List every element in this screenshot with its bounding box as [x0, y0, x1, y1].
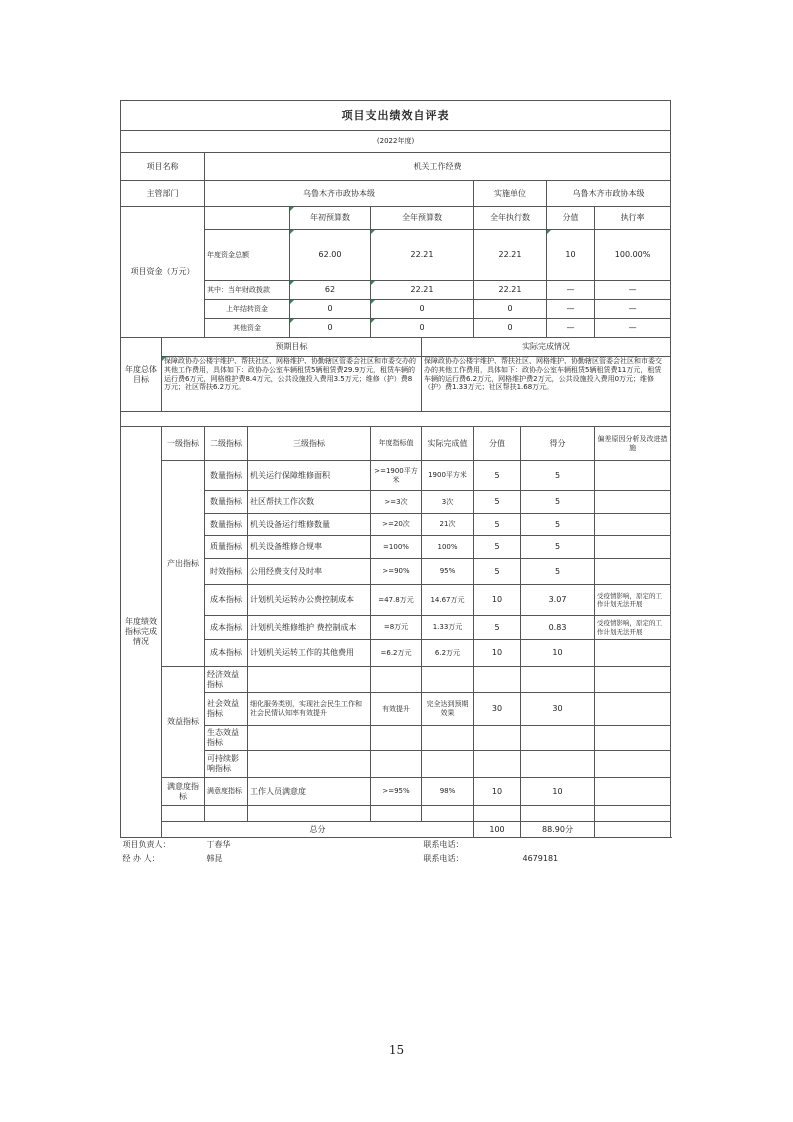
funds-header-executed: 全年执行数	[474, 207, 547, 230]
header-weight: 分值	[474, 427, 521, 461]
indicator-weight: 10	[474, 778, 521, 806]
funds-label: 项目资金（万元）	[121, 207, 205, 338]
indicator-level2: 成本指标	[205, 640, 248, 667]
benefit-indicator-label: 效益指标	[162, 667, 205, 778]
indicator-actual: 14.67万元	[422, 585, 474, 616]
indicator-reason: 受疫情影响，原定的工作计划无法开展	[595, 616, 671, 640]
expected-goal-text: 保障政协办公楼宇维护、帮扶社区、网格维护、协勤辖区管委会社区和市委交办的其他工作费用，具体如下：政协办公室车辆租赁5辆租赁费29.9万元，租赁车辆的运行费6万元，网格维护费8.4万元，公共设施投入费用3.5万元；维修（护）费8万元；社区帮扶6.2万元。	[162, 357, 422, 412]
indicator-level2: 生态效益指标	[205, 726, 248, 751]
funds-rate: —	[595, 319, 671, 338]
header-level3: 三级指标	[248, 427, 371, 461]
impl-label: 实施单位	[474, 181, 547, 207]
dept-value: 乌鲁木齐市政协本级	[205, 181, 474, 207]
indicator-level2: 满意度指标	[205, 778, 248, 806]
project-name-label: 项目名称	[121, 153, 205, 181]
funds-row-name: 年度资金总额	[205, 230, 290, 281]
indicator-reason	[595, 667, 671, 693]
indicator-level3	[248, 667, 371, 693]
funds-row-name: 其中：当年财政拨款	[205, 281, 290, 300]
indicator-weight: 5	[474, 491, 521, 514]
header-score: 得分	[521, 427, 595, 461]
indicator-target: >=3次	[371, 491, 422, 514]
indicator-level3	[248, 751, 371, 778]
handler-label: 经 办 人：	[122, 853, 160, 863]
funds-row-name: 上年结转资金	[205, 300, 290, 319]
indicator-reason	[595, 514, 671, 536]
indicator-score	[521, 667, 595, 693]
funds-rate: 100.00%	[595, 230, 671, 281]
actual-completion-header: 实际完成情况	[422, 338, 671, 357]
impl-value: 乌鲁木齐市政协本级	[547, 181, 671, 207]
indicator-score: 5	[521, 491, 595, 514]
total-label: 总分	[162, 822, 474, 838]
indicator-target: >=95%	[371, 778, 422, 806]
indicator-level3: 社区帮扶工作次数	[248, 491, 371, 514]
indicator-actual: 95%	[422, 559, 474, 585]
funds-weight: —	[547, 281, 595, 300]
indicator-level2: 可持续影响指标	[205, 751, 248, 778]
indicator-score: 3.07	[521, 585, 595, 616]
indicator-weight: 30	[474, 693, 521, 726]
funds-header-weight: 分值	[547, 207, 595, 230]
funds-annual: 22.21	[371, 230, 474, 281]
indicator-score: 5	[521, 461, 595, 491]
indicator-reason	[595, 693, 671, 726]
total-blank	[595, 822, 671, 838]
indicator-reason	[595, 640, 671, 667]
indicator-target	[371, 667, 422, 693]
indicator-target: =100%	[371, 536, 422, 559]
indicator-score: 10	[521, 778, 595, 806]
indicator-level3: 计划机关运转办公费控制成本	[248, 585, 371, 616]
indicator-actual: 完全达到预期效果	[422, 693, 474, 726]
expected-goal-header: 预期目标	[162, 338, 422, 357]
indicator-reason	[595, 491, 671, 514]
indicator-weight: 5	[474, 616, 521, 640]
indicator-actual: 98%	[422, 778, 474, 806]
indicator-reason	[595, 536, 671, 559]
funds-rate: —	[595, 281, 671, 300]
indicator-reason	[595, 461, 671, 491]
indicator-reason	[595, 726, 671, 751]
table-row	[121, 461, 671, 491]
total-score: 88.90分	[521, 822, 595, 838]
indicator-target: >=1900平方米	[371, 461, 422, 491]
funds-initial: 62	[290, 281, 371, 300]
table-row	[121, 667, 671, 693]
self-evaluation-sheet	[120, 100, 670, 866]
goals-label: 年度总体目标	[121, 338, 162, 412]
funds-annual: 22.21	[371, 281, 474, 300]
dept-label: 主管部门	[121, 181, 205, 207]
indicator-target: >=90%	[371, 559, 422, 585]
leader-phone	[521, 838, 671, 852]
leader-label: 项目负责人：	[122, 839, 171, 849]
header-actual: 实际完成值	[422, 427, 474, 461]
funds-executed: 22.21	[474, 281, 547, 300]
funds-annual: 0	[371, 319, 474, 338]
funds-header-initial: 年初预算数	[290, 207, 371, 230]
project-name: 机关工作经费	[205, 153, 671, 181]
indicator-target: 有效提升	[371, 693, 422, 726]
evaluation-table	[120, 100, 671, 866]
funds-executed: 22.21	[474, 230, 547, 281]
indicator-actual: 3次	[422, 491, 474, 514]
indicator-level3: 公用经费支付及时率	[248, 559, 371, 585]
indicator-level2: 社会效益指标	[205, 693, 248, 726]
funds-executed: 0	[474, 319, 547, 338]
header-level2: 二级指标	[205, 427, 248, 461]
footer-leader-row	[121, 838, 671, 852]
indicator-score: 5	[521, 559, 595, 585]
indicator-level2: 数量指标	[205, 461, 248, 491]
actual-completion-text: 保障政协办公楼宇维护、帮扶社区、网格维护、协勤辖区管委会社区和市委交办的其他工作费用，具体如下：政协办公室车辆租赁5辆租赁费11万元，租赁车辆的运行费6.2万元，网格维护费2万元，公共设施投入费用0万元；维修（护）费1.33万元；社区帮扶1.68万元。	[422, 357, 671, 412]
page-number: 15	[388, 1043, 405, 1057]
header-target: 年度指标值	[371, 427, 422, 461]
indicator-actual: 1900平方米	[422, 461, 474, 491]
indicator-level3: 机关设备维修合规率	[248, 536, 371, 559]
indicator-score: 0.83	[521, 616, 595, 640]
indicator-score: 5	[521, 514, 595, 536]
indicator-weight: 10	[474, 585, 521, 616]
funds-header-annual: 全年预算数	[371, 207, 474, 230]
header-reason: 偏差原因分析及改进措施	[595, 427, 671, 461]
indicator-level2: 数量指标	[205, 514, 248, 536]
indicator-level2: 时效指标	[205, 559, 248, 585]
satisfaction-indicator-label: 满意度指标	[162, 778, 205, 806]
total-weight: 100	[474, 822, 521, 838]
footer-handler-row	[121, 852, 671, 866]
indicator-score	[521, 726, 595, 751]
funds-weight: —	[547, 300, 595, 319]
funds-row-name: 其他资金	[205, 319, 290, 338]
indicator-target: =47.8万元	[371, 585, 422, 616]
funds-weight: —	[547, 319, 595, 338]
indicator-actual: 1.33万元	[422, 616, 474, 640]
header-level1: 一级指标	[162, 427, 205, 461]
indicator-actual	[422, 751, 474, 778]
handler-phone-label: 联系电话：	[423, 853, 464, 863]
form-year: (2022年度)	[121, 131, 671, 153]
indicator-level3: 计划机关维修维护 费控制成本	[248, 616, 371, 640]
indicator-target	[371, 751, 422, 778]
funds-initial: 0	[290, 319, 371, 338]
indicator-reason: 受疫情影响，原定的工作计划无法开展	[595, 585, 671, 616]
form-title: 项目支出绩效自评表	[121, 101, 671, 131]
indicator-level2: 成本指标	[205, 585, 248, 616]
indicator-level2: 经济效益指标	[205, 667, 248, 693]
indicator-actual: 21次	[422, 514, 474, 536]
indicator-actual: 6.2万元	[422, 640, 474, 667]
indicator-target: =6.2万元	[371, 640, 422, 667]
indicator-weight: 5	[474, 514, 521, 536]
handler-phone: 4679181	[522, 853, 559, 863]
indicator-score: 30	[521, 693, 595, 726]
indicator-actual	[422, 726, 474, 751]
indicator-score: 10	[521, 640, 595, 667]
indicator-weight	[474, 667, 521, 693]
indicator-reason	[595, 559, 671, 585]
funds-weight: 10	[547, 230, 595, 281]
indicator-weight	[474, 726, 521, 751]
funds-initial: 0	[290, 300, 371, 319]
handler-name: 韩昆	[206, 853, 223, 863]
indicator-target	[371, 726, 422, 751]
indicator-level3: 细化服务类别，实现社会民生工作和社会民情认知率有效提升	[248, 693, 371, 726]
indicator-weight: 5	[474, 536, 521, 559]
indicator-level3: 工作人员满意度	[248, 778, 371, 806]
indicator-score	[521, 751, 595, 778]
funds-corner	[205, 207, 290, 230]
indicator-level2: 质量指标	[205, 536, 248, 559]
indicator-level2: 成本指标	[205, 616, 248, 640]
leader-name: 丁春华	[206, 839, 231, 849]
funds-initial: 62.00	[290, 230, 371, 281]
indicator-weight: 10	[474, 640, 521, 667]
funds-header-rate: 执行率	[595, 207, 671, 230]
indicator-reason	[595, 751, 671, 778]
table-row	[121, 778, 671, 806]
indicator-actual: 100%	[422, 536, 474, 559]
funds-executed: 0	[474, 300, 547, 319]
indicator-target: =8万元	[371, 616, 422, 640]
output-indicator-label: 产出指标	[162, 461, 205, 667]
funds-rate: —	[595, 300, 671, 319]
indicator-level3: 机关运行保障维修面积	[248, 461, 371, 491]
blank-row	[121, 806, 671, 822]
indicator-level2: 数量指标	[205, 491, 248, 514]
indicator-level3: 计划机关运转工作的其他费用	[248, 640, 371, 667]
indicator-reason	[595, 778, 671, 806]
indicator-weight: 5	[474, 559, 521, 585]
funds-annual: 0	[371, 300, 474, 319]
spacer-row	[121, 412, 671, 427]
leader-phone-label: 联系电话：	[423, 839, 464, 849]
indicator-weight: 5	[474, 461, 521, 491]
indicator-score: 5	[521, 536, 595, 559]
indicator-level3	[248, 726, 371, 751]
indicators-section-label: 年度绩效指标完成情况	[121, 427, 162, 838]
indicator-weight	[474, 751, 521, 778]
indicator-level3: 机关设备运行维修数量	[248, 514, 371, 536]
indicator-actual	[422, 667, 474, 693]
indicator-target: >=20次	[371, 514, 422, 536]
